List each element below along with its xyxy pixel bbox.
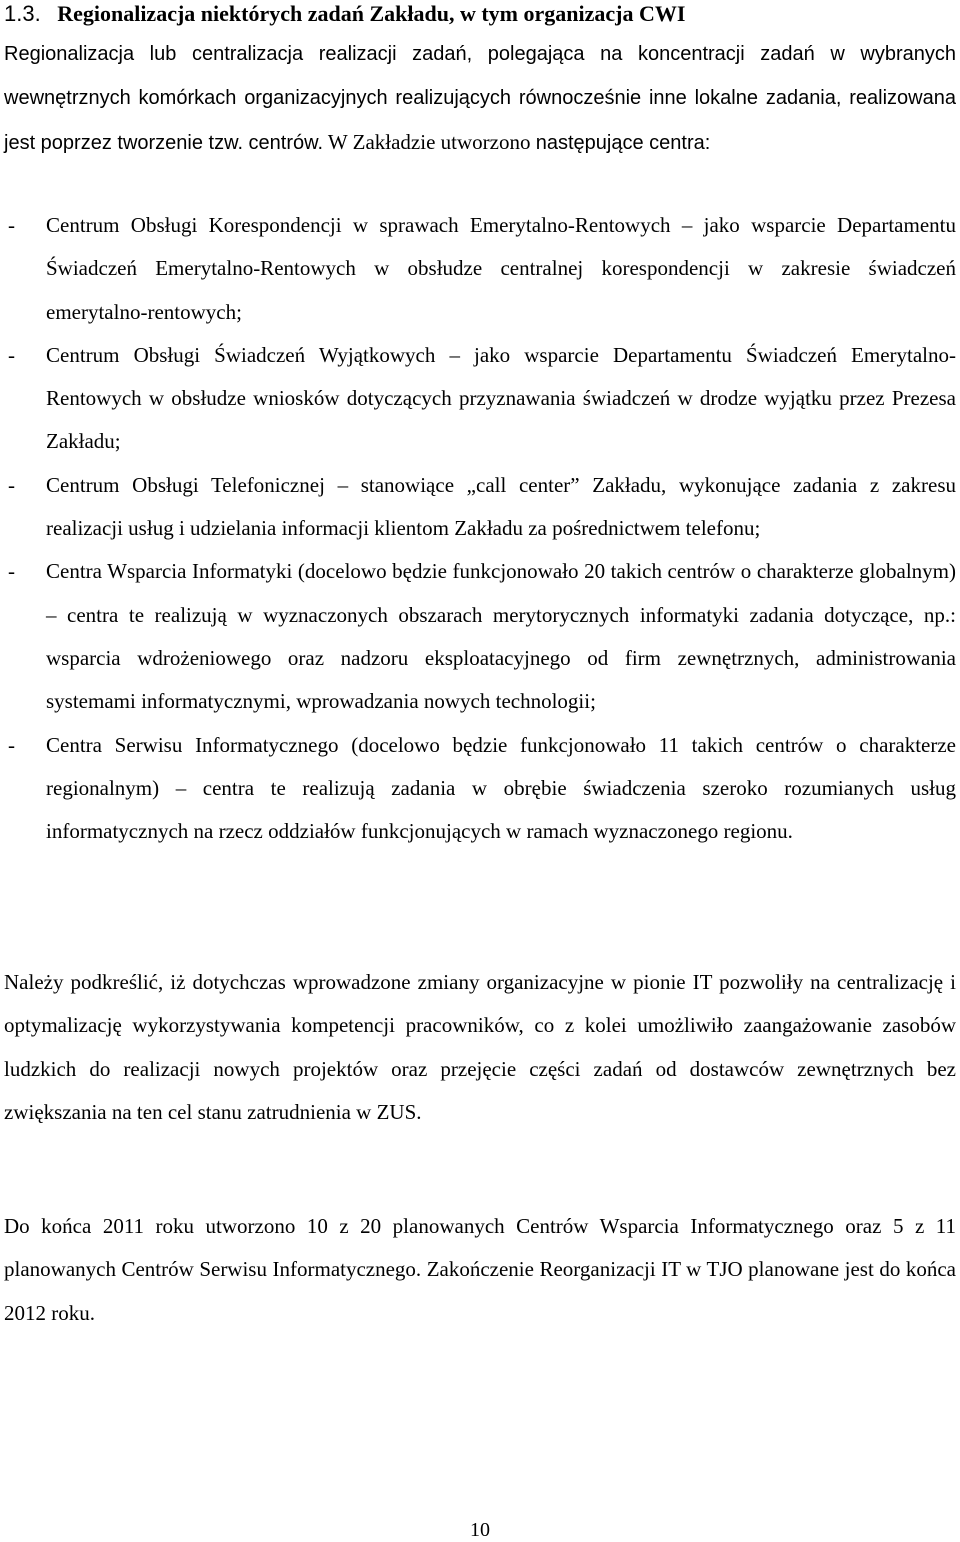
list-item bbox=[0, 204, 956, 334]
dash-bullet: - bbox=[8, 342, 15, 367]
list-item bbox=[0, 334, 956, 464]
list-item-text: Centrum Obsługi Korespondencji w sprawach Emerytalno-Rentowych – jako wsparcie Departamentu Świadczeń Emerytalno-Rentowych w obsłudze centralnej korespondencji w zakresie świadczeń emerytalno-rentowych; bbox=[46, 213, 956, 324]
dash-bullet: - bbox=[8, 732, 15, 757]
intro-text-tail: następujące centra: bbox=[535, 131, 711, 154]
list-item bbox=[0, 550, 956, 723]
dash-bullet: - bbox=[8, 472, 15, 497]
intro-text-serif: W Zakładzie utworzono bbox=[327, 129, 531, 154]
summary-paragraph: Należy podkreślić, iż dotychczas wprowadzone zmiany organizacyjne w pionie IT pozwoliły na centralizację i optymalizację wykorzystywania kompetencji pracowników, co z kolei umożliwiło zaangażowanie zasobów ludzkich do realizacji nowych projektów oraz przejęcie części zadań od dostawców zewnętrznych bez zwiększania na ten cel stanu zatrudnienia w ZUS. bbox=[4, 970, 956, 1124]
intro-text-sans: Regionalizacja lub centralizacja realizacji zadań, polegająca na koncentracji zadań w wybranych wewnętrznych komórkach organizacyjnych realizujących równocześnie inne lokalne zadania, realizowana jest poprzez tworzenie tzw. centrów. bbox=[4, 43, 956, 154]
section-number: 1.3. bbox=[4, 1, 41, 26]
page-number: 10 bbox=[470, 1519, 490, 1541]
section-title: Regionalizacja niektórych zadań Zakładu, w tym organizacja CWI bbox=[57, 1, 686, 26]
list-item-text: Centra Serwisu Informatycznego (docelowo będzie funkcjonowało 11 takich centrów o charakterze regionalnym) – centra te realizują zadania w obrębie świadczenia szeroko rozumianych usług informatycznych na rzecz oddziałów funkcjonujących w ramach wyznaczonego regionu. bbox=[46, 732, 956, 844]
section-heading bbox=[4, 0, 954, 28]
list-item bbox=[0, 724, 956, 854]
list-item-text: Centrum Obsługi Telefonicznej – stanowiące „call center” Zakładu, wykonujące zadania z zakresu realizacji usług i udzielania informacji klientom Zakładu za pośrednictwem telefonu; bbox=[46, 472, 956, 541]
list-item-text: Centrum Obsługi Świadczeń Wyjątkowych – jako wsparcie Departamentu Świadczeń Emerytalno-Rentowych w obsłudze wniosków dotyczących przyznawania świadczeń w drodze wyjątku przez Prezesa Zakładu; bbox=[46, 342, 956, 454]
centers-list bbox=[0, 204, 960, 853]
status-paragraph: Do końca 2011 roku utworzono 10 z 20 planowanych Centrów Wsparcia Informatycznego oraz 5 z 11 planowanych Centrów Serwisu Informatycznego. Zakończenie Reorganizacji IT w TJO planowane jest do końca 2012 roku. bbox=[4, 1214, 956, 1325]
intro-paragraph bbox=[4, 32, 956, 165]
list-item-text: Centra Wsparcia Informatyki (docelowo będzie funkcjonowało 20 takich centrów o charakterze globalnym) – centra te realizują w wyznaczonych obszarach merytorycznych informatyki zadania dotyczące, np.: wsparcia wdrożeniowego oraz nadzoru eksploatacyjnego od firm zewnętrznych, administrowania systemami informatycznymi, wprowadzania nowych technologii; bbox=[46, 559, 956, 714]
dash-bullet: - bbox=[8, 559, 15, 584]
dash-bullet: - bbox=[8, 213, 15, 237]
list-item bbox=[0, 464, 956, 551]
